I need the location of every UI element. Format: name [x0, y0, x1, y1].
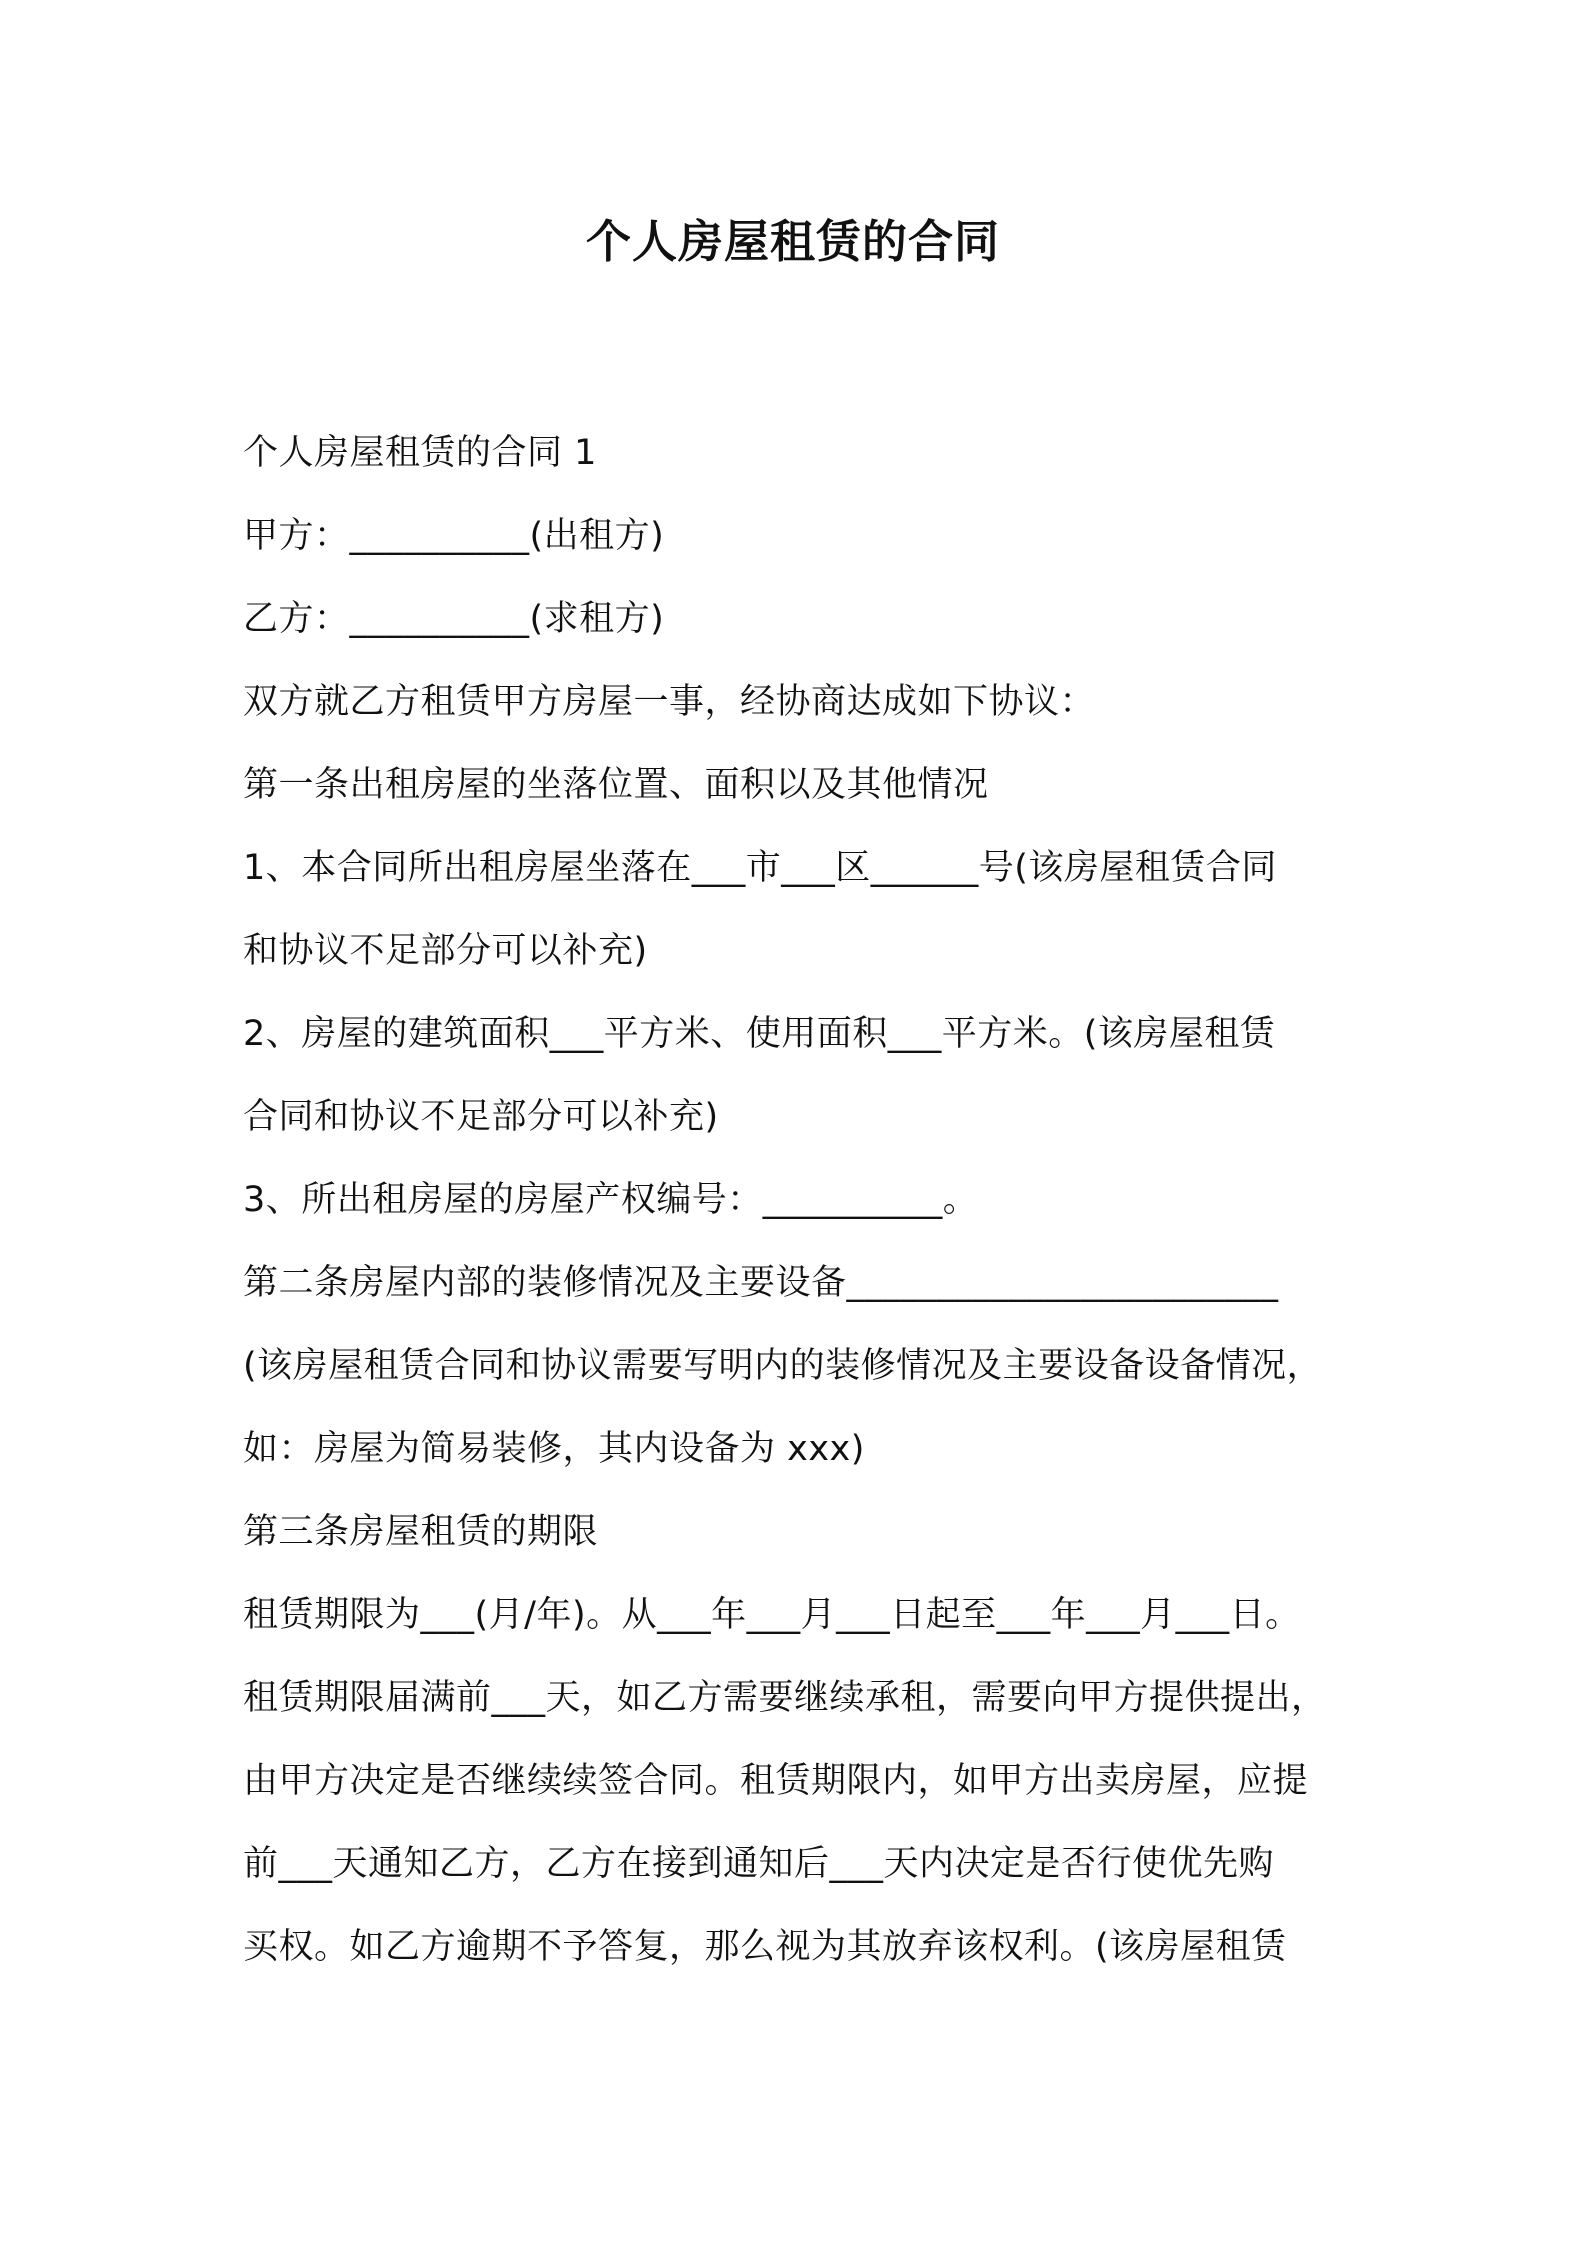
party-a-line: 甲方：__________(出租方) [243, 516, 665, 556]
clause-1-3-line: 3、所出租房屋的房屋产权编号：__________。 [243, 1180, 979, 1220]
article-3-line-1: 租赁期限为___(月/年)。从___年___月___日起至___年___月___日。 [243, 1595, 1301, 1635]
article-1-heading: 第一条出租房屋的坐落位置、面积以及其他情况 [243, 765, 989, 805]
clause-1-2-line-1: 2、房屋的建筑面积___平方米、使用面积___平方米。(该房屋租赁 [243, 1014, 1276, 1054]
article-3-line-4: 前___天通知乙方，乙方在接到通知后___天内决定是否行使优先购 [243, 1844, 1275, 1884]
contract-subtitle: 个人房屋租赁的合同 1 [243, 433, 597, 473]
article-2-heading: 第二条房屋内部的装修情况及主要设备________________________ [243, 1263, 1279, 1303]
clause-1-1-line-1: 1、本合同所出租房屋坐落在___市___区______号(该房屋租赁合同 [243, 848, 1277, 888]
article-3-line-5: 买权。如乙方逾期不予答复，那么视为其放弃该权利。(该房屋租赁 [243, 1927, 1287, 1967]
article-3-line-3: 由甲方决定是否继续续签合同。租赁期限内，如甲方出卖房屋，应提 [243, 1761, 1309, 1801]
article-2-note-line-2: 如：房屋为简易装修，其内设备为 xxx) [243, 1429, 865, 1469]
document-title: 个人房屋租赁的合同 [585, 215, 1000, 268]
party-b-line: 乙方：__________(求租方) [243, 599, 665, 639]
clause-1-1-line-2: 和协议不足部分可以补充) [243, 931, 648, 971]
agreement-intro: 双方就乙方租赁甲方房屋一事，经协商达成如下协议： [243, 682, 1096, 722]
article-3-line-2: 租赁期限届满前___天，如乙方需要继续承租，需要向甲方提供提出， [243, 1678, 1327, 1718]
article-2-note-line-1: (该房屋租赁合同和协议需要写明内的装修情况及主要设备设备情况， [243, 1346, 1323, 1386]
document-body [243, 412, 1373, 1989]
article-3-heading: 第三条房屋租赁的期限 [243, 1512, 599, 1552]
clause-1-2-line-2: 合同和协议不足部分可以补充) [243, 1097, 719, 1137]
